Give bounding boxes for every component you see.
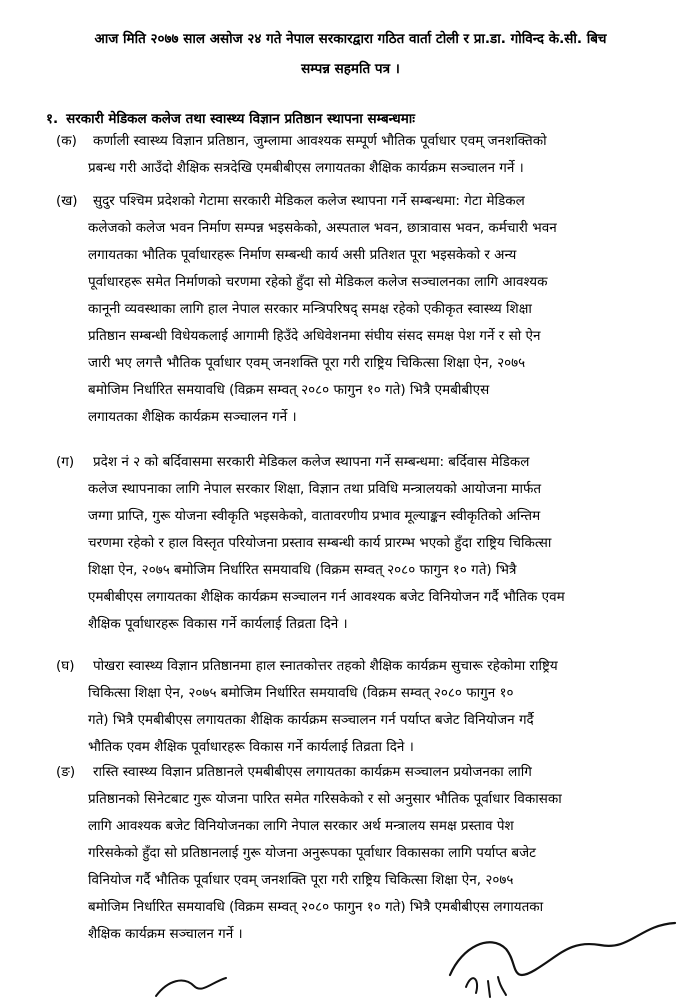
item-text-line: विनियोज गर्दै भौतिक पूर्वाधार एवम् जनशक्ति पूरा गरी राष्ट्रिय चिकित्सा शिक्षा ऐन, २०७५: [88, 872, 514, 888]
item-text-line: पूर्वाधारहरू समेत निर्माणको चरणमा रहेको हुँदा सो मेडिकल कलेज सञ्चालनका लागि आवश्यक: [88, 274, 548, 290]
item-marker: (क): [56, 133, 77, 149]
item-text-line: जग्गा प्राप्ति, गुरू योजना स्वीकृति भइसकेको, वातावरणीय प्रभाव मूल्याङ्कन स्वीकृतिको अन्तिम: [88, 508, 541, 524]
item-text-line: पोखरा स्वास्थ्य विज्ञान प्रतिष्ठानमा हाल स्नातकोत्तर तहको शैक्षिक कार्यक्रम सुचारू रहेकोमा राष्ट्रिय: [93, 658, 558, 674]
item-text-line: कलेजको कलेज भवन निर्माण सम्पन्न भइसकेको, अस्पताल भवन, छात्रावास भवन, कर्मचारी भवन: [88, 220, 557, 236]
signature-mark: [150, 972, 240, 1000]
section-heading: [46, 108, 415, 130]
item-text-line: कलेज स्थापनाका लागि नेपाल सरकार शिक्षा, विज्ञान तथा प्रविधि मन्त्रालयको आयोजना मार्फत: [88, 481, 542, 497]
item-text-line: प्रतिष्ठान सम्बन्धी विधेयकलाई आगामी हिउँदे अधिवेशनमा संघीय संसद समक्ष पेश गर्ने र सो ऐन: [88, 328, 541, 344]
title-line: आज मिति २०७७ साल असोज २४ गते नेपाल सरकारद्वारा गठित वार्ता टोली र प्रा.डा. गोविन्द के.सी. बिच: [94, 31, 607, 47]
item-text-line: लागि आवश्यक बजेट विनियोजनका लागि नेपाल सरकार अर्थ मन्त्रालय समक्ष प्रस्ताव पेश: [88, 818, 514, 834]
item-text-line: प्रदेश नं २ को बर्दिवासमा सरकारी मेडिकल कलेज स्थापना गर्ने सम्बन्धमा: बर्दिवास मेडिकल: [93, 454, 530, 470]
item-text-line: कर्णाली स्वास्थ्य विज्ञान प्रतिष्ठान, जुम्लामा आवश्यक सम्पूर्ण भौतिक पूर्वाधार एवम् जनशक्तिको: [93, 133, 547, 149]
item-text-line: लगायतका भौतिक पूर्वाधारहरू निर्माण सम्बन्धी कार्य असी प्रतिशत पूरा भइसकेको र अन्य: [88, 247, 517, 263]
item-marker: (ख): [56, 193, 78, 209]
item-text-line: गते) भित्रै एमबीबीएस लगायतका शैक्षिक कार्यक्रम सञ्चालन गर्न पर्याप्त बजेट विनियोजन गर्दै: [88, 712, 534, 728]
item-marker: (ग): [56, 454, 75, 470]
item-text-line: शिक्षा ऐन, २०७५ बमोजिम निर्धारित समयावधि (विक्रम सम्वत् २०८० फागुन १० गते) भित्रै: [88, 562, 517, 578]
signature-mark: [440, 915, 690, 1000]
agreement-item: [0, 449, 697, 638]
item-text-line: बमोजिम निर्धारित समयावधि (विक्रम सम्वत् २०८० फागुन १० गते) भित्रै एमबीबीएस: [88, 382, 490, 398]
item-text-line: शैक्षिक पूर्वाधारहरू विकास गर्ने कार्यलाई तिव्रता दिने ।: [88, 616, 348, 632]
item-text-line: लगायतका शैक्षिक कार्यक्रम सञ्चालन गर्ने ।: [88, 409, 297, 425]
document-title: [14, 24, 687, 84]
item-marker: (ङ): [56, 764, 76, 780]
item-text-line: एमबीबीएस लगायतका शैक्षिक कार्यक्रम सञ्चालन गर्न आवश्यक बजेट विनियोजन गर्दै भौतिक एवम: [88, 589, 565, 605]
agreement-item: [0, 653, 697, 761]
item-text-line: भौतिक एवम शैक्षिक पूर्वाधारहरू विकास गर्ने कार्यलाई तिव्रता दिने ।: [88, 739, 414, 755]
agreement-item: [0, 188, 697, 431]
item-text-line: बमोजिम निर्धारित समयावधि (विक्रम सम्वत् २०८० फागुन १० गते) भित्रै एमबीबीएस लगायतका: [88, 899, 544, 915]
item-text-line: शैक्षिक कार्यक्रम सञ्चालन गर्ने ।: [88, 926, 243, 942]
section-heading-text: सरकारी मेडिकल कलेज तथा स्वास्थ्य विज्ञान प्रतिष्ठान स्थापना सम्बन्धमाः: [66, 111, 416, 127]
item-text-line: प्रबन्ध गरी आउँदो शैक्षिक सत्रदेखि एमबीबीएस लगायतका शैक्षिक कार्यक्रम सञ्चालन गर्ने ।: [88, 160, 524, 176]
item-text-line: जारी भए लगत्तै भौतिक पूर्वाधार एवम् जनशक्ति पूरा गरी राष्ट्रिय चिकित्सा शिक्षा ऐन, २०७५: [88, 355, 526, 371]
title-line: सम्पन्न सहमति पत्र ।: [301, 61, 400, 77]
item-text-line: गरिसकेको हुँदा सो प्रतिष्ठानलाई गुरू योजना अनुरूपका पूर्वाधार विकासका लागि पर्याप्त बजेट: [88, 845, 536, 861]
item-text-line: सुदुर पश्चिम प्रदेशको गेटामा सरकारी मेडिकल कलेज स्थापना गर्ने सम्बन्धमा: गेटा मेडिकल: [93, 193, 525, 209]
item-marker: (घ): [56, 658, 75, 674]
item-text-line: प्रतिष्ठानको सिनेटबाट गुरू योजना पारित समेत गरिसकेको र सो अनुसार भौतिक पूर्वाधार विकासका: [88, 791, 562, 807]
agreement-item: [0, 128, 697, 182]
section-number: १.: [46, 111, 59, 127]
item-text-line: कानूनी व्यवस्थाका लागि हाल नेपाल सरकार मन्त्रिपरिषद् समक्ष रहेको एकीकृत स्वास्थ्य शिक्षा: [88, 301, 532, 317]
item-text-line: चरणमा रहेको र हाल विस्तृत परियोजना प्रस्ताव सम्बन्धी कार्य प्रारम्भ भएको हुँदा राष्ट्रिय चिकित्सा: [88, 535, 552, 551]
item-text-line: रास्ति स्वास्थ्य विज्ञान प्रतिष्ठानले एमबीबीएस लगायतका कार्यक्रम सञ्चालन प्रयोजनका लागि: [93, 764, 532, 780]
item-text-line: चिकित्सा शिक्षा ऐन, २०७५ बमोजिम निर्धारित समयावधि (विक्रम सम्वत् २०८० फागुन १०: [88, 685, 514, 701]
